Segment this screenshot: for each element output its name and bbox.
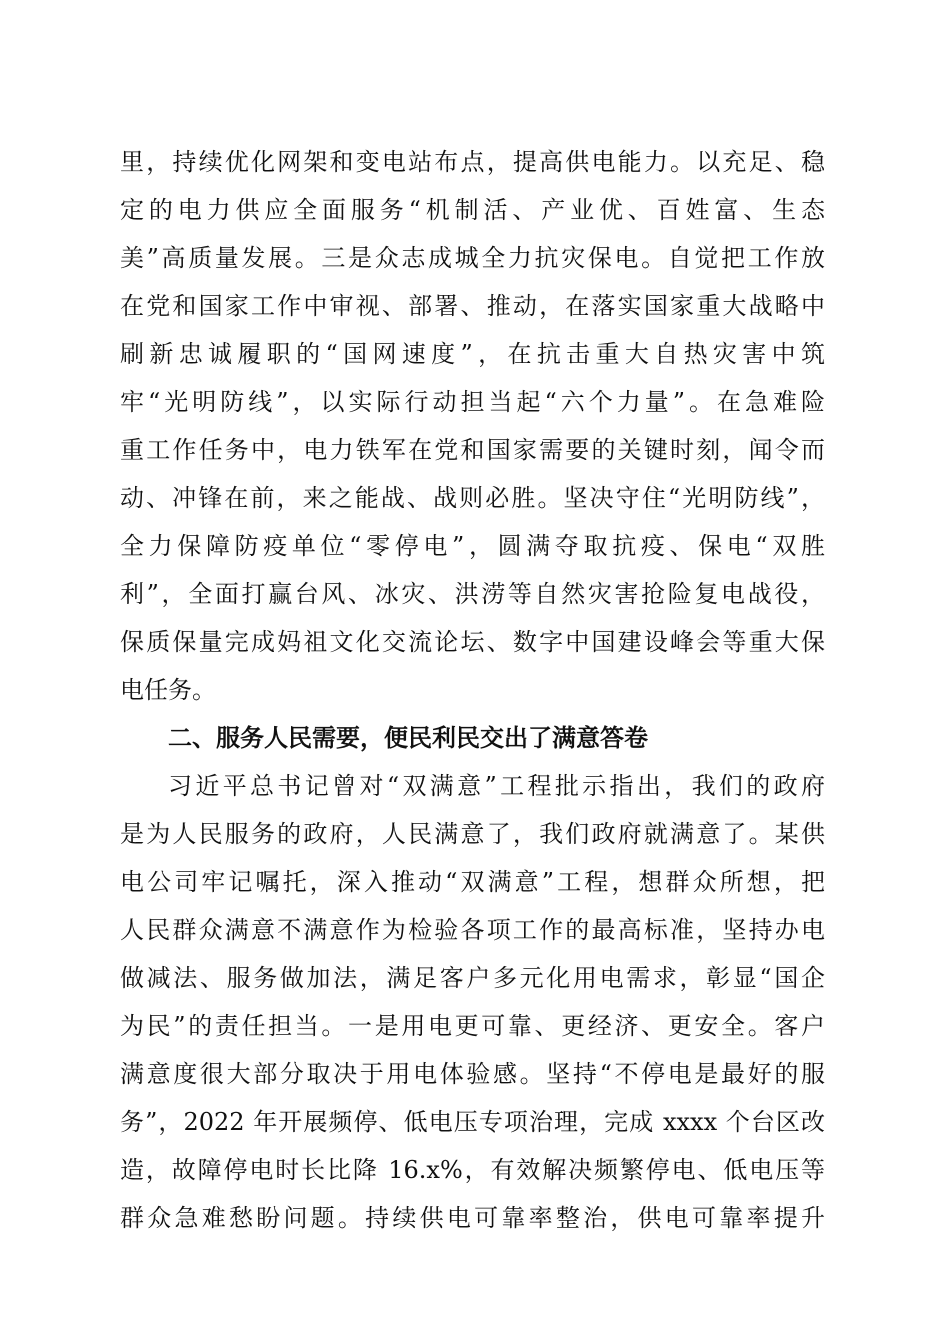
paragraph-line: 人民群众满意不满意作为检验各项工作的最高标准，坚持办电 — [120, 916, 825, 944]
paragraph-line: 务”，2022 年开展频停、低电压专项治理，完成 xxxx 个台区改 — [120, 1108, 825, 1136]
section-heading: 二、服务人民需要，便民利民交出了满意答卷 — [168, 724, 648, 752]
paragraph-line: 在党和国家工作中审视、部署、推动，在落实国家重大战略中 — [120, 292, 825, 320]
paragraph-line: 做减法、服务做加法，满足客户多元化用电需求，彰显“国企 — [120, 964, 825, 992]
paragraph-line: 美”高质量发展。三是众志成城全力抗灾保电。自觉把工作放 — [120, 244, 825, 272]
paragraph-line: 造，故障停电时长比降 16.x%，有效解决频繁停电、低电压等 — [120, 1156, 825, 1184]
paragraph-line: 里，持续优化网架和变电站布点，提高供电能力。以充足、稳 — [120, 148, 825, 176]
paragraph-line: 利”，全面打赢台风、冰灾、洪涝等自然灾害抢险复电战役， — [120, 580, 825, 608]
paragraph-line: 动、冲锋在前，来之能战、战则必胜。坚决守住“光明防线”， — [120, 484, 825, 512]
paragraph-line: 为民”的责任担当。一是用电更可靠、更经济、更安全。客户 — [120, 1012, 825, 1040]
paragraph-line: 刷新忠诚履职的“国网速度”，在抗击重大自热灾害中筑 — [120, 340, 825, 368]
paragraph-line: 保质保量完成妈祖文化交流论坛、数字中国建设峰会等重大保 — [120, 628, 825, 656]
paragraph-line: 定的电力供应全面服务“机制活、产业优、百姓富、生态 — [120, 196, 825, 224]
paragraph-line: 电公司牢记嘱托，深入推动“双满意”工程，想群众所想，把 — [120, 868, 825, 896]
paragraph-line: 群众急难愁盼问题。持续供电可靠率整治，供电可靠率提升 — [120, 1204, 825, 1232]
paragraph-line: 电任务。 — [120, 676, 216, 704]
paragraph-line: 满意度很大部分取决于用电体验感。坚持“不停电是最好的服 — [120, 1060, 825, 1088]
paragraph-line: 是为人民服务的政府，人民满意了，我们政府就满意了。某供 — [120, 820, 825, 848]
paragraph-line: 习近平总书记曾对“双满意”工程批示指出，我们的政府 — [168, 772, 825, 800]
paragraph-line: 重工作任务中，电力铁军在党和国家需要的关键时刻，闻令而 — [120, 436, 825, 464]
paragraph-line: 牢“光明防线”，以实际行动担当起“六个力量”。在急难险 — [120, 388, 825, 416]
paragraph-line: 全力保障防疫单位“零停电”，圆满夺取抗疫、保电“双胜 — [120, 532, 825, 560]
